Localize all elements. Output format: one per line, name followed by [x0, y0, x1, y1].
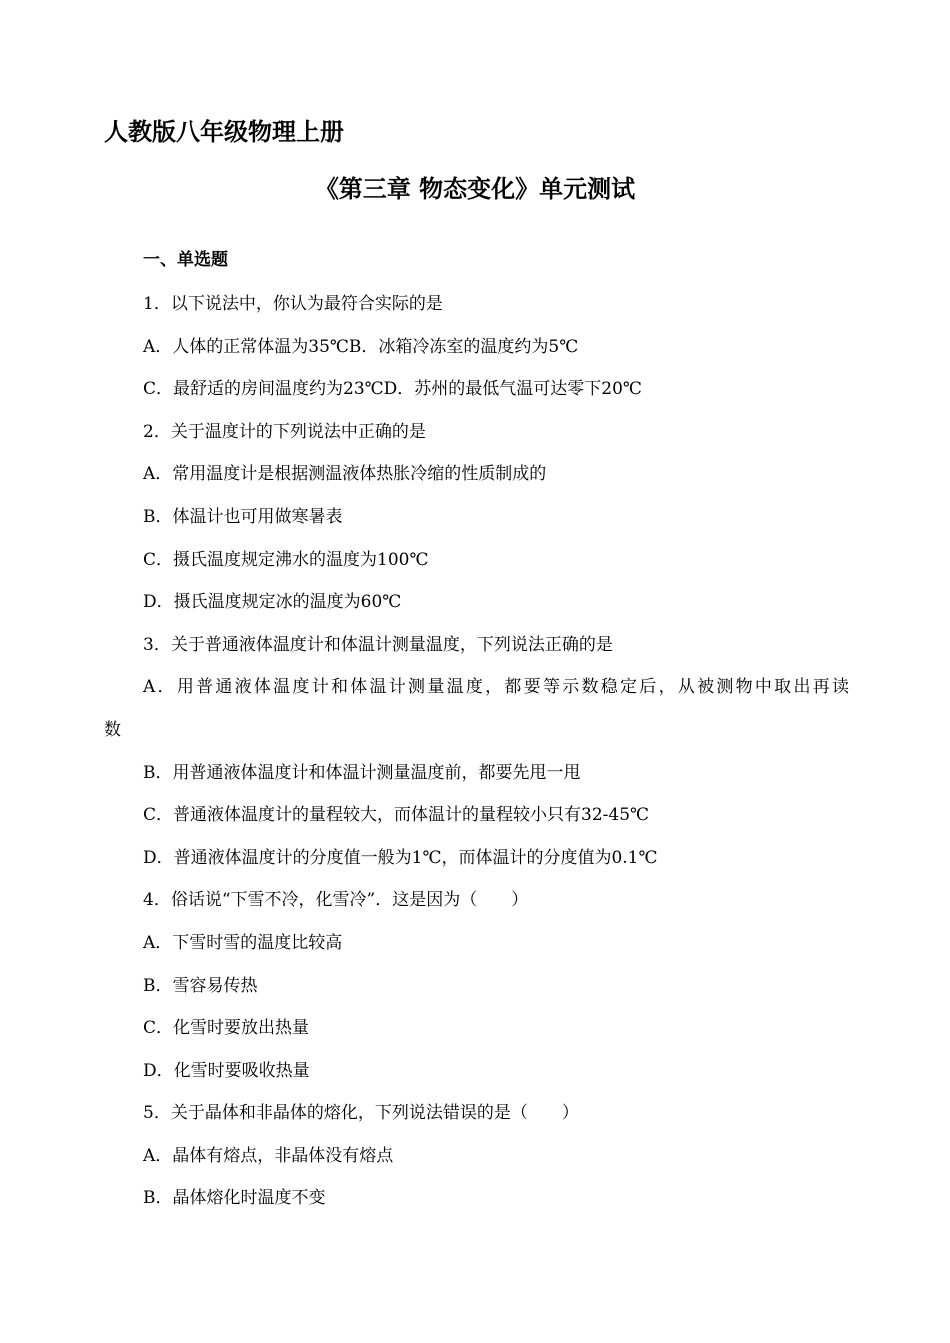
question-4-option-c: C．化雪时要放出热量 — [143, 1018, 310, 1039]
section-heading: 一、单选题 — [143, 250, 228, 270]
question-1-options-ab: A．人体的正常体温为35℃B．冰箱冷冻室的温度约为5℃ — [143, 336, 579, 357]
question-4-option-a: A．下雪时雪的温度比较高 — [143, 932, 343, 953]
unit-title: 《第三章 物态变化》单元测试 — [314, 175, 636, 203]
question-5-option-b: B．晶体熔化时温度不变 — [143, 1188, 326, 1209]
question-1-stem: 1．以下说法中，你认为最符合实际的是 — [143, 294, 443, 314]
question-3-option-c: C．普通液体温度计的量程较大，而体温计的量程较小只有32-45℃ — [143, 805, 650, 826]
question-5-stem: 5．关于晶体和非晶体的熔化，下列说法错误的是（ ） — [143, 1103, 579, 1124]
question-4-option-b: B．雪容易传热 — [143, 975, 258, 996]
book-title: 人教版八年级物理上册 — [104, 118, 344, 146]
question-2-option-c: C．摄氏温度规定沸水的温度为100℃ — [143, 549, 429, 570]
question-3-option-d: D．普通液体温度计的分度值一般为1℃，而体温计的分度值为0.1℃ — [143, 847, 658, 868]
question-1-options-cd: C．最舒适的房间温度约为23℃D．苏州的最低气温可达零下20℃ — [143, 379, 642, 400]
question-2-option-b: B．体温计也可用做寒暑表 — [143, 506, 343, 527]
question-5-option-a: A．晶体有熔点，非晶体没有熔点 — [143, 1145, 394, 1166]
question-content — [104, 283, 849, 1220]
question-3-option-a-continuation: 数 — [104, 719, 121, 740]
question-4-option-d: D．化雪时要吸收热量 — [143, 1060, 310, 1081]
question-2-option-d: D．摄氏温度规定冰的温度为60℃ — [143, 592, 402, 613]
question-3-option-b: B．用普通液体温度计和体温计测量温度前，都要先甩一甩 — [143, 762, 581, 783]
question-3-option-a: A．用普通液体温度计和体温计测量温度，都要等示数稳定后，从被测物中取出再读 — [143, 677, 849, 698]
question-2-option-a: A．常用温度计是根据测温液体热胀冷缩的性质制成的 — [143, 464, 547, 485]
question-3-stem: 3．关于普通液体温度计和体温计测量温度，下列说法正确的是 — [143, 634, 613, 655]
question-4-stem: 4．俗话说“下雪不冷，化雪冷”．这是因为（ ） — [143, 890, 529, 911]
question-2-stem: 2．关于温度计的下列说法中正确的是 — [143, 421, 426, 442]
